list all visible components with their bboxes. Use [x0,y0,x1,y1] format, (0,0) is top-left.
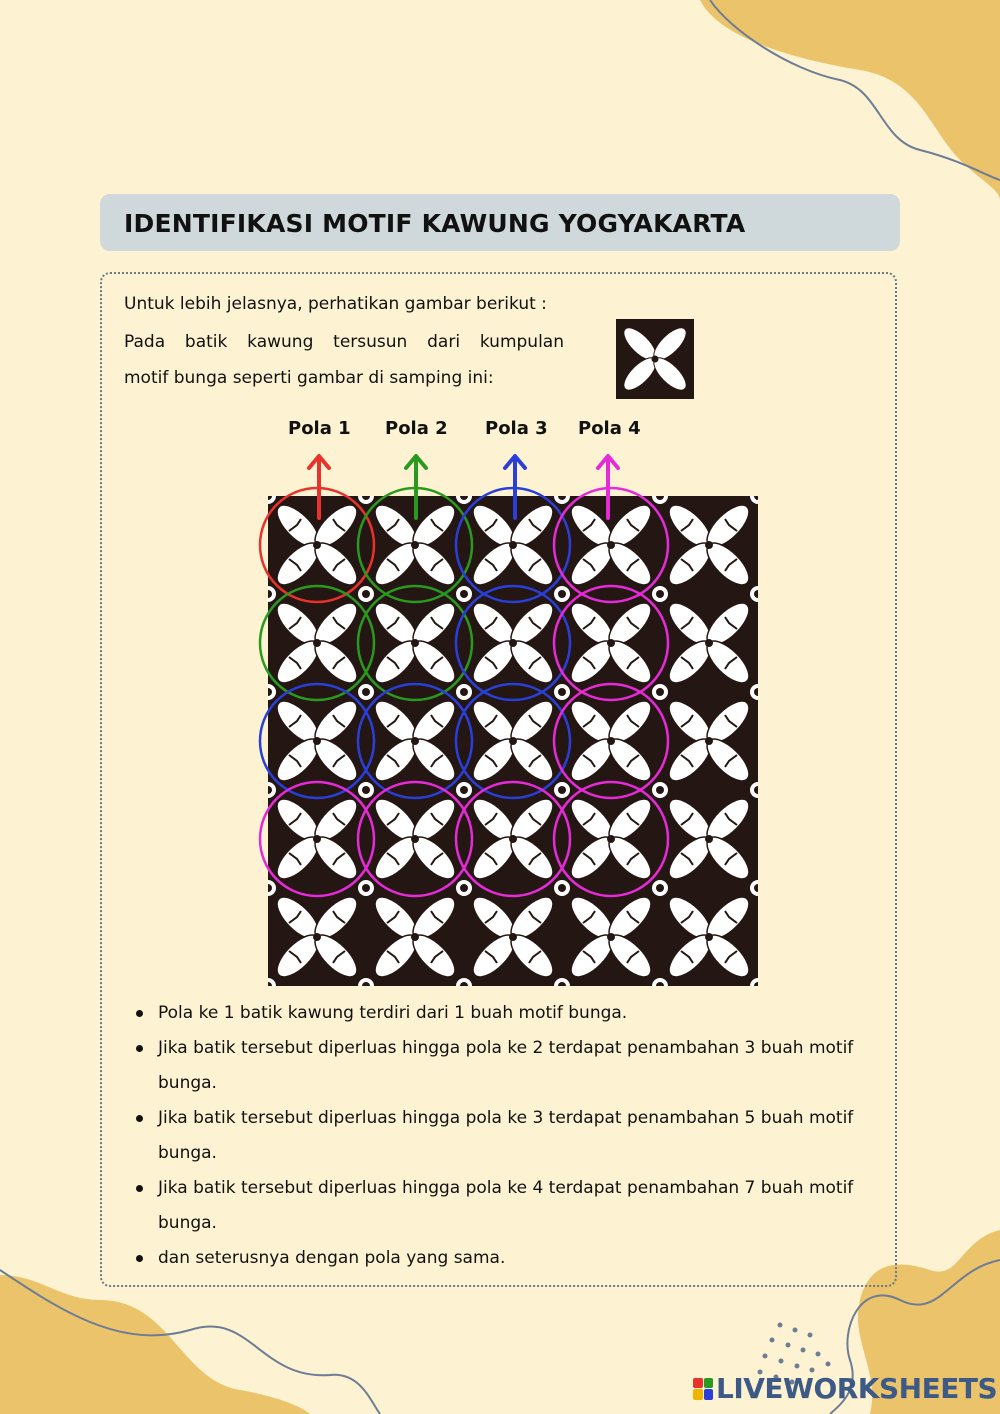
pola-2-label: Pola 2 [385,418,448,439]
top-right-blob [700,0,1000,200]
kawung-pattern-figure [250,448,770,993]
page-title: IDENTIFIKASI MOTIF KAWUNG YOGYAKARTA [124,209,746,238]
logo-badge-icon [693,1378,713,1400]
list-item: Jika batik tersebut diperluas hingga pola ke 2 terdapat penambahan 3 buah motif bunga. [136,1031,876,1101]
list-item: dan seterusnya dengan pola yang sama. [136,1241,876,1276]
explanation-list [136,996,876,1276]
intro-line-3: motif bunga seperti gambar di samping ini: [124,368,494,388]
pola-4-label: Pola 4 [578,418,641,439]
list-item: Jika batik tersebut diperluas hingga pola ke 3 terdapat penambahan 5 buah motif bunga. [136,1101,876,1171]
kawung-tile-image [616,319,694,399]
pola-1-label: Pola 1 [288,418,351,439]
list-item: Jika batik tersebut diperluas hingga pola ke 4 terdapat penambahan 7 buah motif bunga. [136,1171,876,1241]
logo-text: LIVEWORKSHEETS [716,1372,998,1405]
liveworksheets-logo[interactable] [693,1372,997,1405]
batik-grid [268,496,758,986]
title-bar [100,194,900,251]
intro-line-1: Untuk lebih jelasnya, perhatikan gambar berikut : [124,294,547,314]
intro-line-2: Pada batik kawung tersusun dari kumpulan [124,332,564,352]
pola-3-label: Pola 3 [485,418,548,439]
list-item: Pola ke 1 batik kawung terdiri dari 1 buah motif bunga. [136,996,876,1031]
bottom-left-blob [0,1275,310,1414]
